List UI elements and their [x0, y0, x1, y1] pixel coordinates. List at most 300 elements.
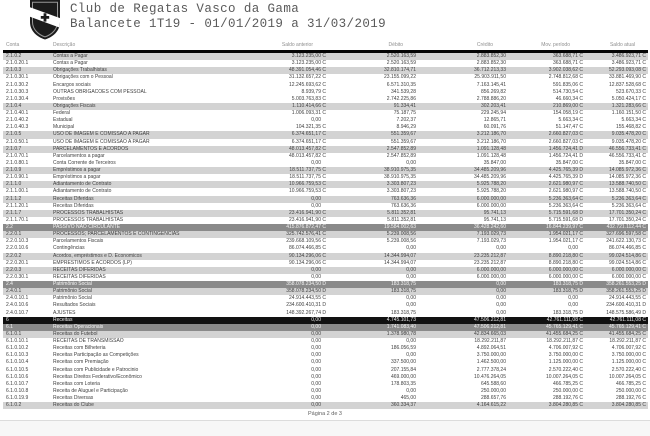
cell-saldo-atual: 1.160.151,50C [611, 110, 646, 116]
cell-saldo-anterior: 415.876.872,47C [286, 224, 326, 230]
cell-saldo-atual: 42.761.111,08C [609, 316, 646, 323]
cell-saldo-anterior: 3.123.235,00C [291, 60, 326, 67]
cell-saldo-anterior: 234.600.410,31D [286, 302, 326, 309]
cell-credito: 7.193.029,73 [476, 231, 506, 238]
cell-descricao: Receitas com Loteria [53, 380, 100, 387]
cell-saldo-atual: 4.706.007,92C [611, 345, 646, 352]
cell-debito: 2.547.852,89 [386, 152, 416, 159]
cell-credito: 2.883.852,30 [476, 60, 506, 67]
cell-conta: 6.1.0.10.1 [6, 338, 29, 344]
cell-debito: 38.910.975,35 [384, 174, 416, 181]
cell-conta: 2.4.0.10.7 [6, 309, 29, 316]
cell-saldo-atual: 86.074.466,85C [609, 245, 646, 252]
cell-mov-periodo: 288.192,76C [552, 395, 583, 401]
cell-mov-periodo: 3.902.038,62C [548, 67, 583, 74]
cell-descricao: Federal [53, 110, 70, 116]
cell-saldo-anterior: 0,00 [311, 117, 321, 124]
cell-saldo-atual: 432.721.112,44C [606, 224, 646, 230]
cell-conta: 6.1.0.10.5 [6, 366, 29, 373]
cell-descricao: Municipal [53, 124, 75, 131]
cell-credito: 35.847,00 [483, 159, 506, 166]
cell-saldo-anterior: 0,00 [311, 373, 321, 380]
cell-mov-periodo: 514.730,54C [552, 88, 583, 95]
cell-debito: 91.334,41 [393, 102, 416, 109]
cell-descricao: USO DE IMAGEM E COMISSAO A PAGAR [53, 131, 150, 138]
cell-debito: 337.500,00 [390, 359, 416, 366]
cell-saldo-atual: 1.125.000,00C [611, 359, 646, 366]
cell-debito: 6.571.310,35 [386, 81, 416, 88]
cell-debito: 0,00 [406, 338, 416, 344]
cell-debito: 551.359,67 [390, 138, 416, 145]
table-row [3, 338, 648, 345]
cell-saldo-atual: 35.847,00C [618, 159, 646, 166]
cell-saldo-anterior: 6.374.651,17C [291, 138, 326, 145]
cell-debito: 186.056,59 [390, 345, 416, 352]
cell-saldo-atual: 9.035.478,20C [611, 138, 646, 145]
cell-descricao: Receitas Diferidas [53, 202, 94, 209]
cell-saldo-anterior: 0,00 [311, 273, 321, 280]
cell-mov-periodo: 5.715.591,68D [548, 209, 583, 216]
table-row [3, 139, 648, 146]
cell-saldo-anterior: 18.511.737,75C [289, 174, 326, 181]
table-row [3, 395, 648, 402]
cell-conta: 2.4 [6, 281, 13, 287]
cell-conta: 2.1.0.40.2 [6, 117, 29, 124]
cell-saldo-atual: 2.570.222,40C [611, 366, 646, 373]
cell-conta: 2.1.1.2 [6, 195, 22, 202]
cell-descricao: Contas a Pagar [53, 53, 88, 59]
cell-credito: 7.193.029,73 [476, 238, 506, 245]
page-indicator: Página 2 de 3 [308, 411, 342, 417]
cell-conta: 2.1.0.5 [6, 131, 22, 138]
cell-saldo-anterior: 325.742.576,41C [286, 231, 326, 238]
cell-saldo-anterior: 23.416.941,90C [289, 216, 326, 223]
cell-mov-periodo: 4.706.007,92C [548, 345, 583, 352]
cell-mov-periodo: 45.765.129,41C [546, 323, 583, 330]
cell-debito: 75.187,75 [393, 110, 416, 116]
cell-mov-periodo: 591.835,06C [552, 81, 583, 88]
cell-debito: 0,00 [406, 159, 416, 166]
cell-descricao: PASSIVO NÃO CIRCULANTE [53, 224, 121, 230]
cell-saldo-atual: 45.765.129,41C [609, 323, 646, 330]
cell-descricao: PARCELAMENTOS E ACORDOS [53, 145, 129, 152]
table-row [3, 188, 648, 195]
cell-credito: 645.588,60 [480, 380, 506, 387]
cell-mov-periodo: 210.869,00C [552, 102, 583, 109]
cell-saldo-atual: 3.750.000,00C [611, 352, 646, 359]
table-row [3, 217, 648, 224]
cell-conta: 2.1.1.0 [6, 181, 22, 188]
cell-debito: 0,00 [406, 352, 416, 359]
cell-mov-periodo: 8.890.218,80C [548, 259, 583, 266]
table-row [3, 196, 648, 203]
cell-saldo-atual: 288.192,76C [615, 395, 646, 401]
cell-saldo-atual: 13.588.740,50C [609, 181, 646, 188]
table-row [3, 146, 648, 153]
cell-credito: 0,00 [496, 288, 506, 295]
table-row [3, 210, 648, 217]
cell-saldo-anterior: 8.939,79C [301, 88, 326, 95]
cell-saldo-anterior: 0,00 [311, 316, 321, 323]
table-row [3, 224, 648, 231]
cell-saldo-anterior: 24.914.443,55C [289, 295, 326, 302]
cell-descricao: Acordos, empréstimos e D. Economicos [53, 252, 142, 259]
cell-debito: 0,00 [406, 302, 416, 309]
cell-mov-periodo: 3.804.280,85C [548, 402, 583, 409]
cell-credito: 47.506.212,81 [474, 316, 506, 323]
cell-descricao: Receita de Aluguel e Participação [53, 387, 128, 394]
cell-mov-periodo: 2.748.812,68C [548, 74, 583, 81]
cell-descricao: Patrimônio Social [53, 295, 92, 302]
table-row [3, 174, 648, 181]
cell-credito: 60.091,76 [483, 124, 506, 131]
cell-conta: 2.2.0.20.1 [6, 259, 29, 266]
cell-credito: 12.865,71 [483, 117, 506, 124]
cell-mov-periodo: 1.125.000,00C [548, 359, 583, 366]
balance-table-body [3, 53, 648, 409]
cell-descricao: Contas a Pagar [53, 60, 88, 67]
table-row [3, 274, 648, 281]
cell-debito: 19.584.002,63 [384, 224, 416, 230]
cell-saldo-anterior: 358.078.234,50D [286, 288, 326, 295]
cell-credito: 47.506.212,81 [474, 323, 506, 330]
cell-conta: 2.2.0.30.1 [6, 273, 29, 280]
cell-saldo-anterior: 0,00 [311, 330, 321, 337]
cell-saldo-atual: 358.261.553,25D [606, 288, 646, 295]
cell-saldo-atual: 358.261.553,25D [606, 281, 646, 287]
cell-mov-periodo: 6.000.000,00C [548, 273, 583, 280]
club-name: Club de Regatas Vasco da Gama [70, 2, 300, 16]
cell-conta: 2.1.0.90.1 [6, 174, 29, 181]
cell-saldo-anterior: 0,00 [311, 202, 321, 209]
cell-conta: 6.1.0.10.2 [6, 345, 29, 352]
cell-conta: 2.2.0.3 [6, 266, 22, 273]
cell-saldo-atual: 46.556.733,41C [609, 152, 646, 159]
cell-conta: 2.4.0.1 [6, 288, 22, 295]
cell-credito: 6.000.000,00 [476, 273, 506, 280]
cell-debito: 14.344.994,07 [384, 252, 416, 259]
cell-mov-periodo: 35.847,00C [555, 159, 583, 166]
cell-descricao: RECEITAS DIFERIDAS [53, 273, 106, 280]
cell-conta: 6.1.0.19.9 [6, 395, 29, 401]
cell-saldo-anterior: 358.078.234,50D [286, 281, 326, 287]
cell-debito: 207.155,84 [390, 366, 416, 373]
column-header-credito: Crédito [476, 42, 493, 48]
cell-saldo-atual: 3.486.923,71C [611, 60, 646, 67]
cell-saldo-atual: 148.575.586,49D [606, 309, 646, 316]
cell-descricao: Receitas do Clube [53, 402, 94, 409]
cell-mov-periodo: 0,00 [568, 245, 578, 252]
cell-debito: 2.520.163,59 [386, 60, 416, 67]
cell-conta: 2.2 [6, 224, 13, 230]
cell-saldo-anterior: 0,00 [311, 352, 321, 359]
cell-debito: 0,00 [406, 266, 416, 273]
cell-mov-periodo: 41.455.684,25C [546, 330, 583, 337]
table-row [3, 203, 648, 210]
cell-mov-periodo: 363.688,71C [552, 53, 583, 59]
cell-credito: 36.428.242,60 [474, 224, 506, 230]
cell-saldo-anterior: 239.668.109,56C [286, 238, 326, 245]
cell-debito: 763.636,36 [390, 195, 416, 202]
cell-saldo-anterior: 0,00 [311, 195, 321, 202]
cell-descricao: Receitas Participação as Competições [53, 352, 139, 359]
cell-saldo-atual: 5.050.424,17C [611, 95, 646, 102]
cell-saldo-anterior: 86.074.466,85C [289, 245, 326, 252]
cell-saldo-anterior: 48.391.054,46C [289, 67, 326, 74]
cell-saldo-anterior: 90.134.296,06C [289, 252, 326, 259]
cell-debito: 1.741.083,40 [386, 323, 416, 330]
cell-credito: 0,00 [496, 281, 506, 287]
table-row [3, 345, 648, 352]
cell-credito: 3.212.186,70 [476, 138, 506, 145]
table-row [3, 110, 648, 117]
cell-descricao: RECEITAS DE TRANSMISSÃO [53, 338, 124, 344]
cell-conta: 2.1.0.40.3 [6, 124, 29, 131]
cell-saldo-atual: 13.588.740,50C [609, 188, 646, 195]
cell-descricao: Empréstimos a pagar [53, 167, 101, 173]
cell-debito: 4.745.101,73 [386, 316, 416, 323]
cell-mov-periodo: 466.785,25C [552, 380, 583, 387]
cell-conta: 6.1.0.10.3 [6, 352, 29, 359]
cell-descricao: Obrigações Trabalhistas [53, 67, 107, 74]
cell-debito: 183.318,75 [390, 288, 416, 295]
cell-descricao: Receitas com Publicidade e Patrocinio [53, 366, 139, 373]
table-row [3, 402, 648, 409]
cell-debito: 183.318,75 [390, 309, 416, 316]
cell-debito: 0,00 [406, 387, 416, 394]
cell-descricao: USO DE IMAGEM E COMISSAO A PAGAR [53, 138, 150, 145]
cell-mov-periodo: 1.456.724,41D [548, 152, 583, 159]
cell-descricao: Patrimônio Social [53, 288, 92, 295]
club-crest-logo [27, 0, 63, 41]
below-page-area [0, 421, 650, 436]
cell-saldo-atual: 14.085.972,36C [609, 167, 646, 173]
cell-descricao: PROCESSOS TRABALHISTAS [53, 216, 124, 223]
cell-saldo-anterior: 48.013.457,82C [289, 145, 326, 152]
cell-descricao: Receitas com Bilheteria [53, 345, 106, 352]
cell-saldo-atual: 46.556.733,41C [609, 145, 646, 152]
cell-saldo-anterior: 3.123.235,00C [291, 53, 326, 59]
table-row [3, 181, 648, 188]
table-row [3, 153, 648, 160]
table-row [3, 288, 648, 295]
cell-credito: 5.925.788,20 [476, 188, 506, 195]
table-row [3, 103, 648, 110]
cell-credito: 6.000.000,00 [476, 266, 506, 273]
cell-saldo-atual: 3.804.280,85C [611, 402, 646, 409]
column-header-saldo-atual: Saldo atual [609, 42, 635, 48]
cell-mov-periodo: 2.621.980,97C [548, 181, 583, 188]
cell-credito: 95.741,13 [483, 209, 506, 216]
cell-debito: 0,00 [406, 295, 416, 302]
cell-saldo-anterior: 10.966.759,53C [289, 181, 326, 188]
cell-conta: 2.1.0.4 [6, 102, 22, 109]
cell-conta: 2.1.1.70.1 [6, 216, 29, 223]
cell-descricao: PROCESSOS; PARCELAMENTOS E CONTINGÊNCIAS [53, 231, 180, 238]
cell-debito: 14.344.994,07 [384, 259, 416, 266]
table-row [3, 53, 648, 60]
cell-saldo-atual: 99.024.514,86C [609, 259, 646, 266]
cell-debito: 38.910.975,35 [384, 167, 416, 173]
cell-descricao: RECEITAS DIFERIDAS [53, 266, 106, 273]
cell-credito: 36.712.213,33 [474, 67, 506, 74]
cell-debito: 2.547.852,89 [386, 145, 416, 152]
cell-saldo-atual: 9.035.478,20C [611, 131, 646, 138]
cell-saldo-anterior: 0,00 [311, 266, 321, 273]
cell-descricao: Receitas Diferidas [53, 195, 94, 202]
cell-descricao: Parcelamentos a pagar [53, 152, 105, 159]
table-row [3, 388, 648, 395]
cell-descricao: Provisões [53, 95, 75, 102]
column-header-conta: Conta [6, 42, 20, 48]
cell-saldo-atual: 327.696.597,58C [606, 231, 646, 238]
cell-credito: 5.925.788,20 [476, 181, 506, 188]
cell-conta: 2.1.0.9 [6, 167, 22, 173]
table-row [3, 96, 648, 103]
cell-mov-periodo: 183.318,75D [552, 281, 583, 287]
cell-credito: 42.834.665,03 [474, 330, 506, 337]
cell-conta: 6.1.0.2 [6, 402, 22, 409]
cell-conta: 2.2.0.10.6 [6, 245, 29, 252]
cell-debito: 32.810.174,71 [384, 67, 416, 74]
cell-mov-periodo: 363.688,71C [552, 60, 583, 67]
cell-conta: 2.2.0.10.3 [6, 238, 29, 245]
cell-credito: 18.292.211,87 [474, 338, 506, 344]
report-header [70, 2, 386, 32]
cell-saldo-atual: 234.600.410,31D [606, 302, 646, 309]
cell-credito: 288.657,76 [480, 395, 506, 401]
table-row [3, 367, 648, 374]
cell-mov-periodo: 46.660,34C [555, 95, 583, 102]
cell-conta: 2.1.1.00.1 [6, 188, 29, 195]
cell-descricao: Contingências [53, 245, 85, 252]
cell-debito: 23.155.099,22 [384, 74, 416, 81]
cell-saldo-anterior: 1.110.414,66C [292, 102, 326, 109]
cell-credito: 6.000.000,00 [476, 195, 506, 202]
cell-conta: 2.1.0.70.1 [6, 152, 29, 159]
cell-mov-periodo: 2.660.827,03C [548, 131, 583, 138]
cell-mov-periodo: 42.761.111,08C [546, 316, 583, 323]
cell-debito: 3.303.807,23 [386, 181, 416, 188]
cell-saldo-anterior: 90.134.296,06C [289, 259, 326, 266]
table-row [3, 281, 648, 288]
cell-mov-periodo: 3.750.000,00C [548, 352, 583, 359]
table-row [3, 117, 648, 124]
cell-conta: 2.1.0.30.4 [6, 95, 29, 102]
cell-saldo-anterior: 0,00 [311, 323, 321, 330]
cell-descricao: Adiantamento de Contrato [53, 181, 112, 188]
cell-credito: 3.212.186,70 [476, 131, 506, 138]
column-header-saldo-anterior: Saldo anterior [281, 42, 313, 48]
cell-conta: 2.4.0.10.1 [6, 295, 29, 302]
cell-mov-periodo: 183.318,75D [552, 288, 583, 295]
table-row [3, 245, 648, 252]
cell-saldo-anterior: 0,00 [311, 345, 321, 352]
cell-saldo-anterior: 18.511.737,75C [289, 167, 326, 173]
cell-mov-periodo: 4.425.765,39D [548, 174, 583, 181]
cell-saldo-atual: 1.321.283,66C [611, 102, 646, 109]
cell-saldo-atual: 17.701.350,24C [609, 209, 646, 216]
column-header-descricao: Descrição [53, 42, 76, 48]
cell-saldo-anterior: 0,00 [311, 402, 321, 409]
cell-mov-periodo: 10.007.264,05C [546, 373, 583, 380]
cell-debito: 551.359,67 [390, 131, 416, 138]
cell-credito: 4.892.064,51 [476, 345, 506, 352]
cell-conta: 6.1 [6, 323, 13, 330]
cell-conta: 2.1.0.50.1 [6, 138, 29, 145]
cell-saldo-anterior: 0,00 [311, 387, 321, 394]
cell-saldo-anterior: 31.132.657,22C [289, 74, 326, 81]
cell-descricao: Receitas [53, 316, 73, 323]
cell-credito: 23.235.212,87 [474, 252, 506, 259]
cell-saldo-anterior: 104.321,35C [295, 124, 326, 131]
table-row [3, 295, 648, 302]
cell-saldo-anterior: 0,00 [311, 359, 321, 366]
cell-credito: 1.091.128,48 [476, 152, 506, 159]
cell-descricao: Receitas Operacionais [53, 323, 104, 330]
cell-credito: 856.269,82 [480, 88, 506, 95]
cell-saldo-atual: 241.622.130,73C [606, 238, 646, 245]
cell-descricao: EMPRESTIMOS E ACORDOS (LP) [53, 259, 132, 266]
cell-descricao: Receitas com Premiação [53, 359, 109, 366]
cell-saldo-atual: 3.486.923,71C [611, 53, 646, 59]
cell-credito: 2.788.886,20 [476, 95, 506, 102]
cell-credito: 34.485.209,96 [474, 174, 506, 181]
cell-mov-periodo: 6.000.000,00C [548, 266, 583, 273]
cell-credito: 1.091.128,48 [476, 145, 506, 152]
cell-debito: 183.318,75 [390, 281, 416, 287]
cell-saldo-atual: 6.000.000,00C [611, 273, 646, 280]
cell-saldo-atual: 14.085.972,36C [609, 174, 646, 181]
cell-debito: 1.378.980,78 [386, 330, 416, 337]
table-row [3, 331, 648, 338]
cell-mov-periodo: 2.621.980,97C [548, 188, 583, 195]
cell-debito: 763.636,36 [390, 202, 416, 209]
report-title: Balancete 1T19 - 01/01/2019 a 31/03/2019 [70, 17, 387, 31]
table-row [3, 310, 648, 317]
cell-conta: 2.1.0.30.3 [6, 88, 29, 95]
cell-descricao: Encargos sociais [53, 81, 91, 88]
cell-debito: 8.946,29 [396, 124, 416, 131]
cell-conta: 2.2.0.2 [6, 252, 22, 259]
cell-credito: 1.462.500,00 [476, 359, 506, 366]
cell-descricao: Receitas Direitos Federativo/Econômico [53, 373, 142, 380]
table-row [3, 267, 648, 274]
cell-saldo-atual: 18.292.211,87C [609, 338, 646, 344]
cell-conta: 6.1.0.10.8 [6, 387, 29, 394]
cell-saldo-atual: 5.236.363,64C [611, 195, 646, 202]
cell-debito: 0,00 [406, 273, 416, 280]
cell-saldo-anterior: 0,00 [311, 159, 321, 166]
cell-credito: 0,00 [496, 302, 506, 309]
cell-credito: 250.000,00 [480, 387, 506, 394]
cell-mov-periodo: 18.292.211,87C [546, 338, 583, 344]
cell-descricao: Empréstimos a pagar [53, 174, 101, 181]
table-row [3, 260, 648, 267]
table-row [3, 317, 648, 324]
cell-descricao: Obrigações Fiscais [53, 102, 96, 109]
cell-mov-periodo: 0,00 [568, 295, 578, 302]
cell-mov-periodo: 8.890.218,80C [548, 252, 583, 259]
cell-credito: 3.750.000,00 [476, 352, 506, 359]
cell-debito: 341.539,28 [390, 88, 416, 95]
cell-conta: 6.1.0.1 [6, 330, 22, 337]
cell-saldo-atual: 155.468,82C [615, 124, 646, 131]
cell-saldo-anterior: 5.003.763,83C [291, 95, 326, 102]
cell-descricao: AJUSTES [53, 309, 76, 316]
table-row [3, 60, 648, 67]
cell-debito: 2.520.163,59 [386, 53, 416, 59]
